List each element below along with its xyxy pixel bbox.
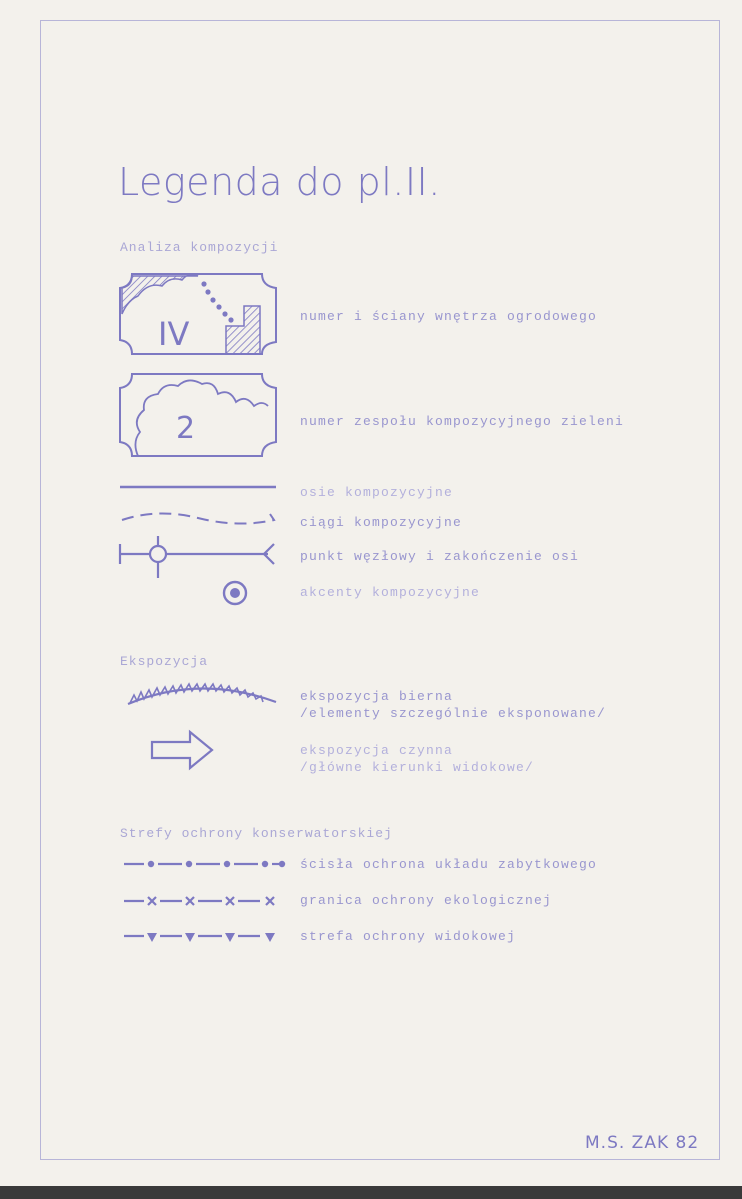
group-symbol	[118, 372, 280, 458]
passive-exposure-line2: /elementy szczególnie eksponowane/	[300, 706, 607, 721]
active-exposure-line1: ekspozycja czynna	[300, 743, 454, 758]
strict-protection-label: ścisła ochrona układu zabytkowego	[300, 857, 598, 872]
passive-exposure-line1: ekspozycja bierna	[300, 689, 454, 704]
group-number: 2	[176, 411, 196, 446]
section-exposure: Ekspozycja	[120, 654, 209, 669]
node-label: punkt węzłowy i zakończenie osi	[300, 549, 580, 564]
sequence-line-icon	[118, 506, 280, 532]
section-composition: Analiza kompozycji	[120, 240, 279, 255]
group-label: numer zespołu kompozycyjnego zieleni	[300, 414, 625, 429]
arrow-icon	[150, 728, 216, 772]
axis-line-icon	[118, 480, 280, 494]
scan-bottom-edge	[0, 1186, 742, 1199]
active-exposure-line2: /główne kierunki widokowe/	[300, 760, 535, 775]
section-protection: Strefy ochrony konserwatorskiej	[120, 826, 393, 841]
view-protection-label: strefa ochrony widokowej	[300, 929, 517, 944]
interior-label: numer i ściany wnętrza ogrodowego	[300, 309, 598, 324]
interior-symbol	[118, 270, 280, 358]
ecological-boundary-label: granica ochrony ekologicznej	[300, 893, 553, 908]
view-protection-line-icon	[122, 928, 286, 946]
author-stamp: M.S. ZAK 82	[585, 1133, 700, 1153]
ecological-boundary-line-icon	[122, 892, 286, 910]
strict-protection-line-icon	[122, 856, 286, 872]
accent-icon	[220, 578, 250, 608]
interior-number: IV	[158, 315, 190, 353]
passive-exposure-icon	[124, 678, 280, 712]
node-icon	[118, 534, 280, 580]
accents-label: akcenty kompozycyjne	[300, 585, 481, 600]
legend-title: Legenda do pl.II.	[118, 160, 441, 204]
sequences-label: ciągi kompozycyjne	[300, 515, 463, 530]
axes-label: osie kompozycyjne	[300, 485, 454, 500]
